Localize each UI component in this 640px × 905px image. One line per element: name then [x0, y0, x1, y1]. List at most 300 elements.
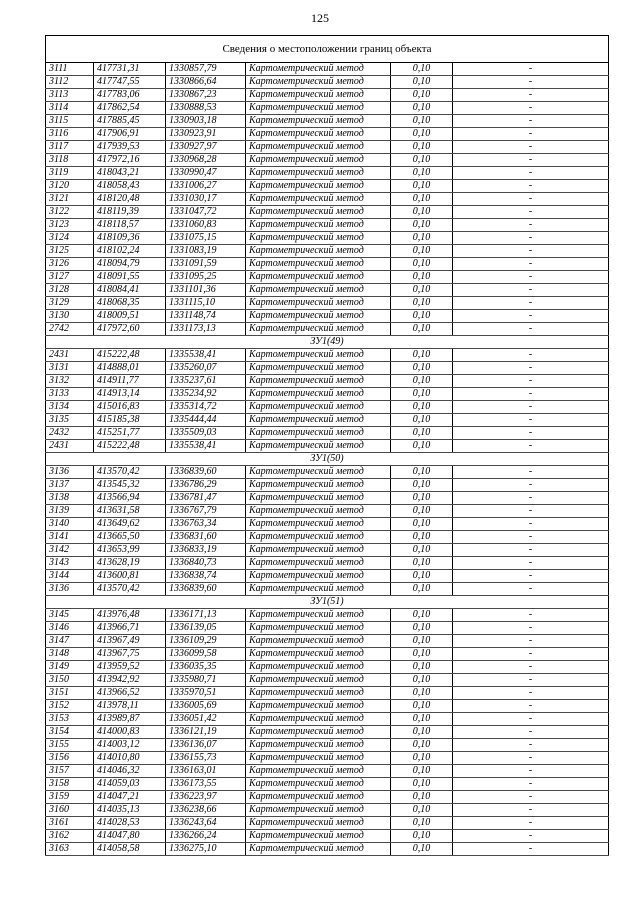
method-cell: Картометрический метод	[246, 622, 391, 635]
method-cell: Картометрический метод	[246, 323, 391, 336]
accuracy-cell: 0,10	[391, 609, 453, 622]
table-row	[46, 531, 609, 544]
table-row	[46, 76, 609, 89]
point-number-cell: 3122	[46, 206, 94, 219]
y-coordinate-cell: 1331075,15	[166, 232, 246, 245]
table-row	[46, 778, 609, 791]
accuracy-cell: 0,10	[391, 687, 453, 700]
y-coordinate-cell: 1335509,03	[166, 427, 246, 440]
table-row	[46, 609, 609, 622]
x-coordinate-cell: 417783,06	[94, 89, 166, 102]
accuracy-cell: 0,10	[391, 544, 453, 557]
y-coordinate-cell: 1336099,58	[166, 648, 246, 661]
point-number-cell: 3124	[46, 232, 94, 245]
section-label: ЗУ1(49)	[46, 336, 609, 349]
method-cell: Картометрический метод	[246, 141, 391, 154]
y-coordinate-cell: 1331083,19	[166, 245, 246, 258]
description-cell: -	[453, 414, 609, 427]
y-coordinate-cell: 1336840,73	[166, 557, 246, 570]
table-row	[46, 570, 609, 583]
x-coordinate-cell: 413600,81	[94, 570, 166, 583]
description-cell: -	[453, 726, 609, 739]
point-number-cell: 3135	[46, 414, 94, 427]
table-row	[46, 804, 609, 817]
method-cell: Картометрический метод	[246, 154, 391, 167]
point-number-cell: 3127	[46, 271, 94, 284]
method-cell: Картометрический метод	[246, 284, 391, 297]
y-coordinate-cell: 1330927,97	[166, 141, 246, 154]
x-coordinate-cell: 418058,43	[94, 180, 166, 193]
accuracy-cell: 0,10	[391, 479, 453, 492]
accuracy-cell: 0,10	[391, 531, 453, 544]
accuracy-cell: 0,10	[391, 635, 453, 648]
boundary-coordinates-table	[45, 35, 609, 856]
y-coordinate-cell: 1336767,79	[166, 505, 246, 518]
method-cell: Картометрический метод	[246, 180, 391, 193]
table-row	[46, 128, 609, 141]
y-coordinate-cell: 1331006,27	[166, 180, 246, 193]
table-row	[46, 687, 609, 700]
description-cell: -	[453, 362, 609, 375]
method-cell: Картометрический метод	[246, 843, 391, 856]
table-row	[46, 323, 609, 336]
table-row	[46, 414, 609, 427]
table-row	[46, 583, 609, 596]
description-cell: -	[453, 258, 609, 271]
description-cell: -	[453, 349, 609, 362]
accuracy-cell: 0,10	[391, 739, 453, 752]
point-number-cell: 3140	[46, 518, 94, 531]
method-cell: Картометрический метод	[246, 544, 391, 557]
accuracy-cell: 0,10	[391, 245, 453, 258]
x-coordinate-cell: 418119,39	[94, 206, 166, 219]
point-number-cell: 3121	[46, 193, 94, 206]
accuracy-cell: 0,10	[391, 492, 453, 505]
x-coordinate-cell: 417747,55	[94, 76, 166, 89]
table-row	[46, 440, 609, 453]
x-coordinate-cell: 414000,83	[94, 726, 166, 739]
method-cell: Картометрический метод	[246, 700, 391, 713]
table-row	[46, 713, 609, 726]
description-cell: -	[453, 128, 609, 141]
point-number-cell: 3146	[46, 622, 94, 635]
point-number-cell: 3162	[46, 830, 94, 843]
description-cell: -	[453, 63, 609, 76]
point-number-cell: 3131	[46, 362, 94, 375]
x-coordinate-cell: 414046,32	[94, 765, 166, 778]
section-row	[46, 596, 609, 609]
accuracy-cell: 0,10	[391, 102, 453, 115]
point-number-cell: 3118	[46, 154, 94, 167]
table-title: Сведения о местоположении границ объекта	[46, 36, 609, 63]
table-row	[46, 518, 609, 531]
accuracy-cell: 0,10	[391, 310, 453, 323]
accuracy-cell: 0,10	[391, 427, 453, 440]
accuracy-cell: 0,10	[391, 323, 453, 336]
x-coordinate-cell: 415222,48	[94, 440, 166, 453]
method-cell: Картометрический метод	[246, 115, 391, 128]
method-cell: Картометрический метод	[246, 349, 391, 362]
point-number-cell: 3120	[46, 180, 94, 193]
method-cell: Картометрический метод	[246, 76, 391, 89]
page-number: 125	[311, 11, 329, 25]
table-row	[46, 89, 609, 102]
x-coordinate-cell: 418094,79	[94, 258, 166, 271]
method-cell: Картометрический метод	[246, 492, 391, 505]
method-cell: Картометрический метод	[246, 609, 391, 622]
y-coordinate-cell: 1331060,83	[166, 219, 246, 232]
description-cell: -	[453, 492, 609, 505]
y-coordinate-cell: 1336121,19	[166, 726, 246, 739]
section-row	[46, 336, 609, 349]
x-coordinate-cell: 413989,87	[94, 713, 166, 726]
table-row	[46, 102, 609, 115]
y-coordinate-cell: 1336005,69	[166, 700, 246, 713]
y-coordinate-cell: 1336139,05	[166, 622, 246, 635]
method-cell: Картометрический метод	[246, 219, 391, 232]
point-number-cell: 2431	[46, 440, 94, 453]
description-cell: -	[453, 141, 609, 154]
description-cell: -	[453, 479, 609, 492]
table-row	[46, 193, 609, 206]
description-cell: -	[453, 817, 609, 830]
description-cell: -	[453, 830, 609, 843]
description-cell: -	[453, 778, 609, 791]
method-cell: Картометрический метод	[246, 817, 391, 830]
y-coordinate-cell: 1330990,47	[166, 167, 246, 180]
accuracy-cell: 0,10	[391, 648, 453, 661]
description-cell: -	[453, 544, 609, 557]
x-coordinate-cell: 413566,94	[94, 492, 166, 505]
table-row	[46, 349, 609, 362]
table-row	[46, 206, 609, 219]
x-coordinate-cell: 413665,50	[94, 531, 166, 544]
method-cell: Картометрический метод	[246, 570, 391, 583]
method-cell: Картометрический метод	[246, 193, 391, 206]
y-coordinate-cell: 1336163,01	[166, 765, 246, 778]
x-coordinate-cell: 418068,35	[94, 297, 166, 310]
point-number-cell: 3132	[46, 375, 94, 388]
point-number-cell: 3134	[46, 401, 94, 414]
x-coordinate-cell: 414888,01	[94, 362, 166, 375]
y-coordinate-cell: 1335444,44	[166, 414, 246, 427]
table-row	[46, 271, 609, 284]
description-cell: -	[453, 531, 609, 544]
y-coordinate-cell: 1336275,10	[166, 843, 246, 856]
x-coordinate-cell: 418102,24	[94, 245, 166, 258]
accuracy-cell: 0,10	[391, 414, 453, 427]
point-number-cell: 3113	[46, 89, 94, 102]
method-cell: Картометрический метод	[246, 583, 391, 596]
accuracy-cell: 0,10	[391, 700, 453, 713]
point-number-cell: 3129	[46, 297, 94, 310]
method-cell: Картометрический метод	[246, 635, 391, 648]
method-cell: Картометрический метод	[246, 674, 391, 687]
accuracy-cell: 0,10	[391, 284, 453, 297]
x-coordinate-cell: 414028,53	[94, 817, 166, 830]
x-coordinate-cell: 414911,77	[94, 375, 166, 388]
x-coordinate-cell: 413570,42	[94, 466, 166, 479]
description-cell: -	[453, 752, 609, 765]
description-cell: -	[453, 791, 609, 804]
table-row	[46, 466, 609, 479]
description-cell: -	[453, 557, 609, 570]
point-number-cell: 3149	[46, 661, 94, 674]
x-coordinate-cell: 418043,21	[94, 167, 166, 180]
description-cell: -	[453, 674, 609, 687]
y-coordinate-cell: 1336035,35	[166, 661, 246, 674]
point-number-cell: 3115	[46, 115, 94, 128]
table-row	[46, 375, 609, 388]
table-row	[46, 115, 609, 128]
accuracy-cell: 0,10	[391, 843, 453, 856]
point-number-cell: 3136	[46, 583, 94, 596]
accuracy-cell: 0,10	[391, 401, 453, 414]
point-number-cell: 3148	[46, 648, 94, 661]
x-coordinate-cell: 413628,19	[94, 557, 166, 570]
accuracy-cell: 0,10	[391, 817, 453, 830]
x-coordinate-cell: 414913,14	[94, 388, 166, 401]
description-cell: -	[453, 245, 609, 258]
accuracy-cell: 0,10	[391, 765, 453, 778]
description-cell: -	[453, 401, 609, 414]
point-number-cell: 3125	[46, 245, 94, 258]
x-coordinate-cell: 417885,45	[94, 115, 166, 128]
method-cell: Картометрический метод	[246, 375, 391, 388]
x-coordinate-cell: 417906,91	[94, 128, 166, 141]
point-number-cell: 3130	[46, 310, 94, 323]
x-coordinate-cell: 415185,38	[94, 414, 166, 427]
y-coordinate-cell: 1330888,53	[166, 102, 246, 115]
x-coordinate-cell: 414010,80	[94, 752, 166, 765]
point-number-cell: 2742	[46, 323, 94, 336]
method-cell: Картометрический метод	[246, 63, 391, 76]
accuracy-cell: 0,10	[391, 232, 453, 245]
x-coordinate-cell: 413966,71	[94, 622, 166, 635]
accuracy-cell: 0,10	[391, 778, 453, 791]
x-coordinate-cell: 413978,11	[94, 700, 166, 713]
y-coordinate-cell: 1335237,61	[166, 375, 246, 388]
method-cell: Картометрический метод	[246, 557, 391, 570]
y-coordinate-cell: 1336051,42	[166, 713, 246, 726]
table-row	[46, 674, 609, 687]
description-cell: -	[453, 284, 609, 297]
description-cell: -	[453, 232, 609, 245]
point-number-cell: 3142	[46, 544, 94, 557]
x-coordinate-cell: 417972,16	[94, 154, 166, 167]
y-coordinate-cell: 1336781,47	[166, 492, 246, 505]
y-coordinate-cell: 1336109,29	[166, 635, 246, 648]
description-cell: -	[453, 739, 609, 752]
point-number-cell: 3153	[46, 713, 94, 726]
y-coordinate-cell: 1330968,28	[166, 154, 246, 167]
method-cell: Картометрический метод	[246, 778, 391, 791]
x-coordinate-cell: 415251,77	[94, 427, 166, 440]
accuracy-cell: 0,10	[391, 466, 453, 479]
description-cell: -	[453, 570, 609, 583]
y-coordinate-cell: 1336786,29	[166, 479, 246, 492]
method-cell: Картометрический метод	[246, 687, 391, 700]
point-number-cell: 3141	[46, 531, 94, 544]
accuracy-cell: 0,10	[391, 570, 453, 583]
x-coordinate-cell: 413967,49	[94, 635, 166, 648]
y-coordinate-cell: 1336838,74	[166, 570, 246, 583]
description-cell: -	[453, 583, 609, 596]
description-cell: -	[453, 310, 609, 323]
y-coordinate-cell: 1336171,13	[166, 609, 246, 622]
point-number-cell: 2431	[46, 349, 94, 362]
table-row	[46, 284, 609, 297]
description-cell: -	[453, 167, 609, 180]
accuracy-cell: 0,10	[391, 271, 453, 284]
x-coordinate-cell: 413976,48	[94, 609, 166, 622]
accuracy-cell: 0,10	[391, 830, 453, 843]
accuracy-cell: 0,10	[391, 63, 453, 76]
table-row	[46, 297, 609, 310]
method-cell: Картометрический метод	[246, 661, 391, 674]
point-number-cell: 3151	[46, 687, 94, 700]
table-row	[46, 557, 609, 570]
method-cell: Картометрический метод	[246, 206, 391, 219]
description-cell: -	[453, 427, 609, 440]
table-row	[46, 167, 609, 180]
point-number-cell: 2432	[46, 427, 94, 440]
x-coordinate-cell: 413653,99	[94, 544, 166, 557]
table-row	[46, 427, 609, 440]
section-label: ЗУ1(50)	[46, 453, 609, 466]
description-cell: -	[453, 219, 609, 232]
method-cell: Картометрический метод	[246, 102, 391, 115]
point-number-cell: 3116	[46, 128, 94, 141]
table-row	[46, 63, 609, 76]
x-coordinate-cell: 418109,36	[94, 232, 166, 245]
accuracy-cell: 0,10	[391, 362, 453, 375]
table-row	[46, 141, 609, 154]
table-row	[46, 765, 609, 778]
table-row	[46, 388, 609, 401]
point-number-cell: 3163	[46, 843, 94, 856]
y-coordinate-cell: 1336266,24	[166, 830, 246, 843]
table-row	[46, 232, 609, 245]
x-coordinate-cell: 418118,57	[94, 219, 166, 232]
description-cell: -	[453, 375, 609, 388]
accuracy-cell: 0,10	[391, 206, 453, 219]
table-row	[46, 180, 609, 193]
description-cell: -	[453, 180, 609, 193]
x-coordinate-cell: 413966,52	[94, 687, 166, 700]
accuracy-cell: 0,10	[391, 219, 453, 232]
x-coordinate-cell: 414035,13	[94, 804, 166, 817]
x-coordinate-cell: 418091,55	[94, 271, 166, 284]
table-row	[46, 154, 609, 167]
description-cell: -	[453, 115, 609, 128]
method-cell: Картометрический метод	[246, 726, 391, 739]
table-body	[46, 36, 609, 856]
point-number-cell: 3145	[46, 609, 94, 622]
point-number-cell: 3117	[46, 141, 94, 154]
section-label: ЗУ1(51)	[46, 596, 609, 609]
description-cell: -	[453, 687, 609, 700]
x-coordinate-cell: 414047,80	[94, 830, 166, 843]
point-number-cell: 3128	[46, 284, 94, 297]
table-row	[46, 492, 609, 505]
accuracy-cell: 0,10	[391, 505, 453, 518]
point-number-cell: 3159	[46, 791, 94, 804]
table-row	[46, 362, 609, 375]
method-cell: Картометрический метод	[246, 648, 391, 661]
method-cell: Картометрический метод	[246, 752, 391, 765]
table-row	[46, 544, 609, 557]
accuracy-cell: 0,10	[391, 349, 453, 362]
point-number-cell: 3119	[46, 167, 94, 180]
table-row	[46, 245, 609, 258]
accuracy-cell: 0,10	[391, 167, 453, 180]
accuracy-cell: 0,10	[391, 726, 453, 739]
point-number-cell: 3138	[46, 492, 94, 505]
accuracy-cell: 0,10	[391, 583, 453, 596]
y-coordinate-cell: 1336238,66	[166, 804, 246, 817]
method-cell: Картометрический метод	[246, 167, 391, 180]
method-cell: Картометрический метод	[246, 713, 391, 726]
point-number-cell: 3111	[46, 63, 94, 76]
point-number-cell: 3144	[46, 570, 94, 583]
method-cell: Картометрический метод	[246, 427, 391, 440]
description-cell: -	[453, 843, 609, 856]
description-cell: -	[453, 505, 609, 518]
y-coordinate-cell: 1336833,19	[166, 544, 246, 557]
method-cell: Картометрический метод	[246, 297, 391, 310]
accuracy-cell: 0,10	[391, 258, 453, 271]
point-number-cell: 3154	[46, 726, 94, 739]
section-row	[46, 453, 609, 466]
x-coordinate-cell: 414003,12	[94, 739, 166, 752]
y-coordinate-cell: 1336136,07	[166, 739, 246, 752]
table-row	[46, 401, 609, 414]
description-cell: -	[453, 765, 609, 778]
x-coordinate-cell: 417972,60	[94, 323, 166, 336]
method-cell: Картометрический метод	[246, 388, 391, 401]
point-number-cell: 3150	[46, 674, 94, 687]
accuracy-cell: 0,10	[391, 661, 453, 674]
description-cell: -	[453, 661, 609, 674]
point-number-cell: 3137	[46, 479, 94, 492]
accuracy-cell: 0,10	[391, 141, 453, 154]
y-coordinate-cell: 1331095,25	[166, 271, 246, 284]
method-cell: Картометрический метод	[246, 401, 391, 414]
x-coordinate-cell: 418120,48	[94, 193, 166, 206]
point-number-cell: 3157	[46, 765, 94, 778]
method-cell: Картометрический метод	[246, 271, 391, 284]
method-cell: Картометрический метод	[246, 362, 391, 375]
method-cell: Картометрический метод	[246, 505, 391, 518]
table-row	[46, 310, 609, 323]
table-row	[46, 791, 609, 804]
accuracy-cell: 0,10	[391, 297, 453, 310]
x-coordinate-cell: 418084,41	[94, 284, 166, 297]
table-header-row	[46, 36, 609, 63]
y-coordinate-cell: 1330923,91	[166, 128, 246, 141]
x-coordinate-cell: 413649,62	[94, 518, 166, 531]
y-coordinate-cell: 1331091,59	[166, 258, 246, 271]
point-number-cell: 3156	[46, 752, 94, 765]
method-cell: Картометрический метод	[246, 232, 391, 245]
accuracy-cell: 0,10	[391, 622, 453, 635]
point-number-cell: 3126	[46, 258, 94, 271]
table-row	[46, 479, 609, 492]
x-coordinate-cell: 417862,54	[94, 102, 166, 115]
method-cell: Картометрический метод	[246, 414, 391, 427]
x-coordinate-cell: 415222,48	[94, 349, 166, 362]
